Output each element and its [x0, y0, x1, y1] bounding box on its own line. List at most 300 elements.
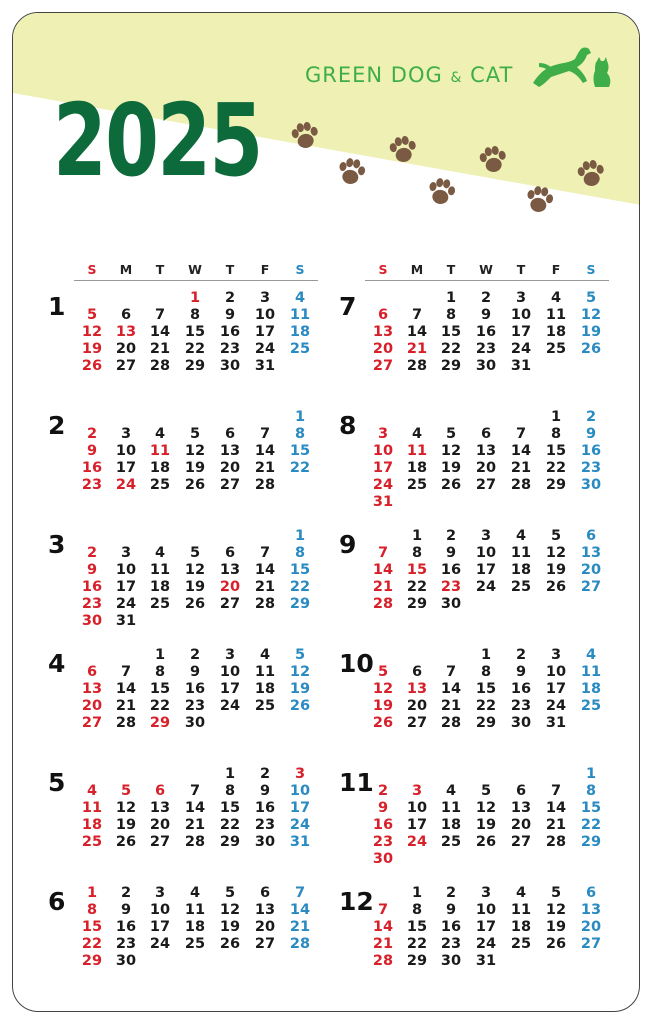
day-cell: 23	[115, 936, 137, 952]
day-cell: 6	[120, 307, 132, 323]
day-cell: 20	[115, 341, 137, 357]
day-cell: 5	[480, 783, 492, 799]
day-cell: 30	[219, 358, 241, 374]
day-cell: 20	[510, 817, 532, 833]
day-cell: 2	[120, 885, 132, 901]
weekday-label: M	[119, 262, 133, 277]
day-cell: 26	[115, 834, 137, 850]
day-cell: 2	[445, 528, 457, 544]
day-cell: 17	[219, 681, 241, 697]
day-cell: 29	[545, 477, 567, 493]
weekday-label: W	[188, 262, 202, 277]
day-cell: 4	[550, 290, 562, 306]
day-cell: 17	[254, 324, 276, 340]
month-number: 7	[339, 292, 357, 321]
day-cell: 29	[149, 715, 171, 731]
day-cell: 22	[289, 460, 311, 476]
day-cell: 26	[545, 579, 567, 595]
day-cell: 23	[184, 698, 206, 714]
day-cell: 2	[86, 426, 98, 442]
day-cell: 5	[377, 664, 389, 680]
day-cell: 26	[440, 477, 462, 493]
day-cell: 25	[510, 936, 532, 952]
day-cell: 16	[372, 817, 394, 833]
day-cell: 18	[580, 681, 602, 697]
day-cell: 30	[81, 613, 103, 629]
day-cell: 18	[149, 579, 171, 595]
day-cell: 30	[372, 851, 394, 867]
day-cell: 22	[219, 817, 241, 833]
day-cell: 28	[406, 358, 428, 374]
weekday-header	[74, 262, 318, 281]
day-cell: 15	[219, 800, 241, 816]
day-cell: 11	[580, 664, 602, 680]
day-cell: 23	[372, 834, 394, 850]
day-cell: 14	[254, 562, 276, 578]
day-cell: 19	[115, 817, 137, 833]
day-cell: 30	[510, 715, 532, 731]
day-cell: 28	[149, 358, 171, 374]
day-cell: 21	[289, 919, 311, 935]
day-cell: 28	[254, 477, 276, 493]
day-cell: 4	[189, 885, 201, 901]
day-cell: 24	[545, 698, 567, 714]
day-cell: 6	[154, 783, 166, 799]
day-cell: 13	[219, 562, 241, 578]
weekday-label: F	[551, 262, 561, 277]
weekday-label: S	[295, 262, 305, 277]
month-number: 4	[48, 649, 66, 678]
day-cell: 29	[219, 834, 241, 850]
day-cell: 18	[510, 919, 532, 935]
day-cell: 10	[254, 307, 276, 323]
day-cell: 1	[411, 885, 423, 901]
day-cell: 7	[259, 545, 271, 561]
day-cell: 28	[289, 936, 311, 952]
day-cell: 12	[115, 800, 137, 816]
day-cell: 10	[219, 664, 241, 680]
day-cell: 19	[440, 460, 462, 476]
day-cell: 23	[475, 341, 497, 357]
day-cell: 25	[580, 698, 602, 714]
day-cell: 25	[254, 698, 276, 714]
day-cell: 30	[475, 358, 497, 374]
day-cell: 10	[475, 902, 497, 918]
day-cell: 16	[81, 579, 103, 595]
day-cell: 27	[219, 596, 241, 612]
day-cell: 1	[585, 766, 597, 782]
day-cell: 8	[294, 545, 306, 561]
day-cell: 23	[81, 477, 103, 493]
day-cell: 15	[440, 324, 462, 340]
day-cell: 14	[510, 443, 532, 459]
day-cell: 23	[580, 460, 602, 476]
day-cell: 25	[545, 341, 567, 357]
day-cell: 7	[120, 664, 132, 680]
month-number: 9	[339, 530, 357, 559]
day-cell: 4	[154, 426, 166, 442]
day-cell: 28	[254, 596, 276, 612]
day-cell: 1	[411, 528, 423, 544]
day-cell: 26	[219, 936, 241, 952]
day-cell: 16	[81, 460, 103, 476]
day-cell: 14	[440, 681, 462, 697]
day-cell: 24	[406, 834, 428, 850]
day-cell: 22	[406, 936, 428, 952]
day-cell: 15	[406, 919, 428, 935]
day-cell: 8	[294, 426, 306, 442]
day-cell: 12	[81, 324, 103, 340]
paw-prints-decoration	[13, 13, 640, 233]
day-cell: 1	[294, 409, 306, 425]
day-cell: 20	[219, 460, 241, 476]
day-cell: 19	[184, 460, 206, 476]
day-cell: 3	[259, 290, 271, 306]
day-cell: 4	[154, 545, 166, 561]
day-cell: 7	[445, 664, 457, 680]
weekday-label: W	[479, 262, 493, 277]
day-cell: 21	[545, 817, 567, 833]
day-cell: 25	[149, 596, 171, 612]
day-cell: 5	[550, 528, 562, 544]
day-cell: 26	[289, 698, 311, 714]
day-cell: 10	[510, 307, 532, 323]
day-cell: 26	[81, 358, 103, 374]
day-cell: 18	[184, 919, 206, 935]
weekday-label: T	[446, 262, 456, 277]
day-cell: 16	[580, 443, 602, 459]
day-cell: 17	[545, 681, 567, 697]
day-cell: 5	[550, 885, 562, 901]
day-cell: 7	[411, 307, 423, 323]
day-cell: 13	[219, 443, 241, 459]
day-cell: 10	[115, 443, 137, 459]
day-cell: 2	[86, 545, 98, 561]
day-cell: 26	[184, 477, 206, 493]
day-cell: 17	[510, 324, 532, 340]
day-cell: 26	[475, 834, 497, 850]
day-cell: 24	[254, 341, 276, 357]
day-cell: 25	[184, 936, 206, 952]
weekday-label: S	[378, 262, 388, 277]
day-cell: 2	[224, 290, 236, 306]
day-cell: 24	[475, 579, 497, 595]
day-cell: 9	[224, 307, 236, 323]
day-cell: 1	[189, 290, 201, 306]
day-cell: 14	[184, 800, 206, 816]
day-cell: 4	[86, 783, 98, 799]
weekday-label: T	[155, 262, 165, 277]
day-cell: 3	[480, 885, 492, 901]
day-cell: 6	[480, 426, 492, 442]
day-cell: 10	[372, 443, 394, 459]
day-cell: 5	[224, 885, 236, 901]
day-cell: 4	[411, 426, 423, 442]
day-cell: 18	[149, 460, 171, 476]
day-cell: 23	[81, 596, 103, 612]
year-title: 2025	[53, 82, 262, 199]
day-cell: 8	[411, 545, 423, 561]
day-cell: 21	[149, 341, 171, 357]
day-cell: 25	[81, 834, 103, 850]
day-cell: 29	[406, 953, 428, 969]
day-cell: 27	[115, 358, 137, 374]
day-cell: 12	[545, 902, 567, 918]
day-cell: 3	[377, 426, 389, 442]
day-cell: 14	[545, 800, 567, 816]
day-cell: 8	[411, 902, 423, 918]
day-cell: 2	[259, 766, 271, 782]
day-cell: 3	[120, 426, 132, 442]
day-cell: 10	[115, 562, 137, 578]
weekday-header	[365, 262, 609, 281]
day-cell: 21	[115, 698, 137, 714]
day-cell: 19	[81, 341, 103, 357]
day-cell: 5	[189, 545, 201, 561]
day-cell: 22	[545, 460, 567, 476]
day-cell: 23	[440, 579, 462, 595]
day-cell: 28	[115, 715, 137, 731]
month-number: 6	[48, 887, 66, 916]
day-cell: 19	[545, 919, 567, 935]
day-cell: 5	[189, 426, 201, 442]
day-cell: 26	[184, 596, 206, 612]
day-cell: 16	[475, 324, 497, 340]
month-number: 12	[339, 887, 374, 916]
day-cell: 26	[545, 936, 567, 952]
day-cell: 8	[224, 783, 236, 799]
day-cell: 27	[475, 477, 497, 493]
day-cell: 27	[510, 834, 532, 850]
day-cell: 21	[510, 460, 532, 476]
day-cell: 22	[289, 579, 311, 595]
day-cell: 27	[580, 936, 602, 952]
day-cell: 22	[580, 817, 602, 833]
day-cell: 4	[585, 647, 597, 663]
day-cell: 13	[81, 681, 103, 697]
day-cell: 17	[372, 460, 394, 476]
day-cell: 2	[377, 783, 389, 799]
day-cell: 15	[475, 681, 497, 697]
day-cell: 4	[445, 783, 457, 799]
day-cell: 3	[411, 783, 423, 799]
day-cell: 10	[475, 545, 497, 561]
day-cell: 14	[406, 324, 428, 340]
day-cell: 23	[219, 341, 241, 357]
day-cell: 25	[289, 341, 311, 357]
day-cell: 4	[294, 290, 306, 306]
day-cell: 29	[440, 358, 462, 374]
day-cell: 6	[585, 528, 597, 544]
day-cell: 27	[406, 715, 428, 731]
day-cell: 2	[480, 290, 492, 306]
day-cell: 2	[189, 647, 201, 663]
day-cell: 9	[377, 800, 389, 816]
day-cell: 16	[184, 681, 206, 697]
day-cell: 8	[445, 307, 457, 323]
day-cell: 16	[510, 681, 532, 697]
day-cell: 28	[184, 834, 206, 850]
day-cell: 6	[224, 545, 236, 561]
day-cell: 18	[81, 817, 103, 833]
day-cell: 16	[440, 919, 462, 935]
day-cell: 5	[120, 783, 132, 799]
day-cell: 3	[120, 545, 132, 561]
day-cell: 13	[406, 681, 428, 697]
day-cell: 30	[440, 953, 462, 969]
day-cell: 1	[445, 290, 457, 306]
day-cell: 5	[445, 426, 457, 442]
day-cell: 13	[475, 443, 497, 459]
day-cell: 21	[440, 698, 462, 714]
calendar-card	[12, 12, 640, 1012]
day-cell: 11	[289, 307, 311, 323]
day-cell: 21	[254, 460, 276, 476]
day-cell: 9	[480, 307, 492, 323]
day-cell: 27	[254, 936, 276, 952]
day-cell: 20	[254, 919, 276, 935]
day-cell: 20	[580, 919, 602, 935]
day-cell: 7	[377, 545, 389, 561]
day-cell: 14	[372, 919, 394, 935]
day-cell: 29	[184, 358, 206, 374]
day-cell: 19	[289, 681, 311, 697]
weekday-label: T	[225, 262, 235, 277]
day-cell: 11	[406, 443, 428, 459]
day-cell: 5	[294, 647, 306, 663]
day-cell: 20	[406, 698, 428, 714]
day-cell: 15	[545, 443, 567, 459]
day-cell: 6	[515, 783, 527, 799]
day-cell: 29	[406, 596, 428, 612]
day-cell: 20	[81, 698, 103, 714]
day-cell: 1	[550, 409, 562, 425]
day-cell: 12	[580, 307, 602, 323]
day-cell: 31	[372, 494, 394, 510]
day-cell: 15	[184, 324, 206, 340]
day-cell: 20	[149, 817, 171, 833]
day-cell: 31	[289, 834, 311, 850]
day-cell: 16	[219, 324, 241, 340]
day-cell: 29	[81, 953, 103, 969]
day-cell: 31	[545, 715, 567, 731]
day-cell: 2	[515, 647, 527, 663]
day-cell: 18	[289, 324, 311, 340]
day-cell: 12	[184, 562, 206, 578]
day-cell: 13	[115, 324, 137, 340]
day-cell: 13	[149, 800, 171, 816]
day-cell: 27	[149, 834, 171, 850]
brand-text-end: CAT	[470, 63, 514, 87]
day-cell: 10	[545, 664, 567, 680]
day-cell: 6	[411, 664, 423, 680]
day-cell: 11	[149, 562, 171, 578]
day-cell: 24	[115, 596, 137, 612]
day-cell: 20	[219, 579, 241, 595]
day-cell: 31	[475, 953, 497, 969]
weekday-label: F	[260, 262, 270, 277]
month-number: 8	[339, 411, 357, 440]
day-cell: 12	[289, 664, 311, 680]
day-cell: 17	[289, 800, 311, 816]
day-cell: 12	[475, 800, 497, 816]
day-cell: 18	[440, 817, 462, 833]
day-cell: 11	[510, 902, 532, 918]
day-cell: 1	[294, 528, 306, 544]
day-cell: 11	[440, 800, 462, 816]
day-cell: 1	[86, 885, 98, 901]
day-cell: 24	[372, 477, 394, 493]
day-cell: 13	[510, 800, 532, 816]
day-cell: 12	[184, 443, 206, 459]
day-cell: 22	[81, 936, 103, 952]
day-cell: 14	[149, 324, 171, 340]
day-cell: 1	[224, 766, 236, 782]
day-cell: 5	[86, 307, 98, 323]
day-cell: 27	[81, 715, 103, 731]
day-cell: 4	[515, 528, 527, 544]
day-cell: 14	[115, 681, 137, 697]
day-cell: 15	[406, 562, 428, 578]
month-number: 10	[339, 649, 374, 678]
day-cell: 4	[515, 885, 527, 901]
day-cell: 21	[254, 579, 276, 595]
day-cell: 21	[406, 341, 428, 357]
day-cell: 17	[475, 919, 497, 935]
day-cell: 12	[372, 681, 394, 697]
day-cell: 17	[149, 919, 171, 935]
day-cell: 9	[445, 902, 457, 918]
day-cell: 29	[580, 834, 602, 850]
day-cell: 3	[294, 766, 306, 782]
day-cell: 15	[289, 562, 311, 578]
day-cell: 6	[585, 885, 597, 901]
day-cell: 28	[372, 953, 394, 969]
day-cell: 6	[259, 885, 271, 901]
day-cell: 10	[289, 783, 311, 799]
day-cell: 11	[545, 307, 567, 323]
day-cell: 28	[510, 477, 532, 493]
day-cell: 1	[154, 647, 166, 663]
day-cell: 8	[86, 902, 98, 918]
month-number: 2	[48, 411, 66, 440]
day-cell: 8	[154, 664, 166, 680]
day-cell: 12	[440, 443, 462, 459]
day-cell: 25	[406, 477, 428, 493]
day-cell: 27	[580, 579, 602, 595]
day-cell: 31	[510, 358, 532, 374]
day-cell: 17	[115, 460, 137, 476]
day-cell: 2	[445, 885, 457, 901]
day-cell: 6	[377, 307, 389, 323]
day-cell: 24	[115, 477, 137, 493]
day-cell: 22	[440, 341, 462, 357]
day-cell: 16	[254, 800, 276, 816]
day-cell: 21	[372, 936, 394, 952]
day-cell: 15	[289, 443, 311, 459]
day-cell: 6	[224, 426, 236, 442]
day-cell: 15	[149, 681, 171, 697]
day-cell: 22	[149, 698, 171, 714]
day-cell: 24	[149, 936, 171, 952]
day-cell: 17	[406, 817, 428, 833]
day-cell: 14	[289, 902, 311, 918]
day-cell: 22	[475, 698, 497, 714]
day-cell: 19	[580, 324, 602, 340]
day-cell: 5	[585, 290, 597, 306]
day-cell: 7	[515, 426, 527, 442]
day-cell: 13	[254, 902, 276, 918]
